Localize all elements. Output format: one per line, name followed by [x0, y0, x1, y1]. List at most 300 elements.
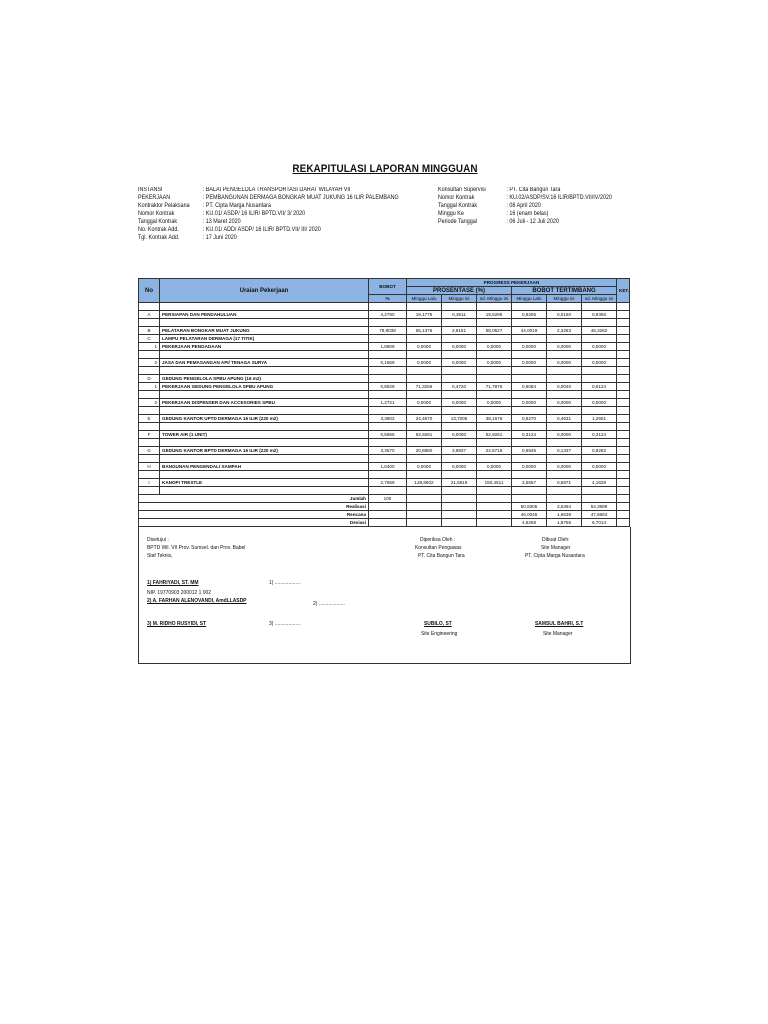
spacer-row — [139, 455, 630, 463]
row-value: 0,0000 — [442, 399, 477, 407]
spacer-cell — [582, 471, 617, 479]
table-row — [139, 447, 630, 455]
summary-bobot: 100 — [369, 495, 407, 503]
info-value: : BALAI PENGELOLA TRANSPORTASI DARAT WILAYAH VII — [202, 187, 351, 193]
spacer-cell — [582, 487, 617, 495]
row-value: 1,2901 — [582, 415, 617, 423]
checked-signer-name: SUBILO, ST — [424, 621, 452, 627]
row-no: 1 — [139, 343, 160, 351]
summary-bobot — [369, 519, 407, 527]
spacer-cell — [160, 439, 369, 447]
summary-label: Realisasi — [139, 503, 369, 511]
row-value: 0,0000 — [547, 463, 582, 471]
row-ket — [617, 415, 630, 423]
row-value: 0,0000 — [477, 399, 512, 407]
approved-line: BPTD Wil. VII Prov. Sumsel. dan Prov. Babel — [147, 545, 246, 551]
spacer-cell — [442, 391, 477, 399]
summary-value — [547, 495, 582, 503]
summary-empty — [442, 495, 477, 503]
row-ket — [617, 431, 630, 439]
spacer-cell — [512, 319, 547, 327]
summary-empty — [442, 503, 477, 511]
info-key: Nomor Kontrak — [438, 195, 475, 201]
table-row — [139, 359, 630, 367]
spacer-row — [139, 487, 630, 495]
spacer-cell — [139, 367, 160, 375]
sub-header: Minggu ini — [547, 295, 582, 303]
approved-line: Disetujui : — [147, 537, 169, 543]
summary-empty — [407, 495, 442, 503]
spacer-cell — [512, 367, 547, 375]
row-value: 0,0000 — [512, 359, 547, 367]
row-value: 0,1669 — [369, 359, 407, 367]
sub-header: sd. Minggu ini — [582, 295, 617, 303]
table-row — [139, 479, 630, 487]
info-key: Nomor Kontrak — [138, 211, 175, 217]
summary-row — [139, 495, 630, 503]
row-ket — [617, 463, 630, 471]
spacer-cell — [512, 303, 547, 311]
spacer-cell — [407, 367, 442, 375]
row-value: 52,9261 — [407, 431, 442, 439]
spacer-cell — [369, 487, 407, 495]
spacer-cell — [477, 487, 512, 495]
col-bobot-header: BOBOT — [369, 279, 407, 295]
spacer-cell — [139, 319, 160, 327]
spacer-cell — [477, 319, 512, 327]
row-value: 0,0000 — [547, 399, 582, 407]
row-value — [442, 335, 477, 343]
spacer-row — [139, 319, 630, 327]
spacer-cell — [407, 319, 442, 327]
row-value: 0,0000 — [477, 343, 512, 351]
checked-line: PT. Cita Bangun Tara — [418, 553, 465, 559]
summary-empty — [477, 503, 512, 511]
row-no: A — [139, 311, 160, 319]
row-value — [547, 375, 582, 383]
row-value: 71,7976 — [477, 383, 512, 391]
summary-value: 54,3699 — [582, 503, 617, 511]
bobot-tertimbang-header: BOBOT TERTIMBANG — [512, 287, 617, 295]
row-value: 128,8602 — [407, 479, 442, 487]
row-value: 0,8270 — [512, 415, 547, 423]
checked-line: Konsultan Pengawas — [415, 545, 462, 551]
prosentase-header: PROSENTASE (%) — [407, 287, 512, 295]
summary-value — [582, 495, 617, 503]
summary-empty — [477, 519, 512, 527]
table-row — [139, 335, 630, 343]
info-key: No. Kontrak Add. — [138, 227, 179, 233]
summary-empty — [442, 511, 477, 519]
row-value: 0,8529 — [369, 383, 407, 391]
spacer-cell — [407, 407, 442, 415]
spacer-cell — [512, 407, 547, 415]
row-description: GEDUNG KANTOR UPTD DERMAGA 16 ILIR (220 m2) — [160, 415, 369, 423]
row-value: 0,4631 — [547, 415, 582, 423]
row-ket — [617, 327, 630, 335]
spacer-cell — [369, 391, 407, 399]
row-value: 0,8206 — [512, 311, 547, 319]
table-row — [139, 431, 630, 439]
row-value: 13,7005 — [442, 415, 477, 423]
spacer-cell — [617, 423, 630, 431]
row-value — [582, 375, 617, 383]
summary-value: 4,8258 — [512, 519, 547, 527]
summary-empty — [477, 511, 512, 519]
row-value: 24,4670 — [407, 415, 442, 423]
info-value: : 08 April 2020 — [506, 203, 541, 209]
info-row — [438, 202, 541, 210]
row-no: G — [139, 447, 160, 455]
row-ket — [617, 447, 630, 455]
summary-bobot — [369, 503, 407, 511]
summary-value: 1,8756 — [547, 519, 582, 527]
made-signer-role: Site Manager — [543, 631, 573, 637]
row-description: LAMPU PELATARAN DERMAGA (17 TITIK) — [160, 335, 369, 343]
row-value: 0,8282 — [582, 447, 617, 455]
spacer-cell — [442, 303, 477, 311]
made-line: Site Manager — [541, 545, 571, 551]
row-ket — [617, 335, 630, 343]
spacer-cell — [139, 423, 160, 431]
spacer-cell — [139, 303, 160, 311]
info-value: : PT. Cipta Marga Nusantara — [202, 203, 271, 209]
info-row — [138, 194, 399, 202]
row-value: 4,2790 — [369, 311, 407, 319]
row-value: 0,0000 — [407, 463, 442, 471]
spacer-cell — [407, 439, 442, 447]
spacer-row — [139, 439, 630, 447]
col-no-header: No — [139, 279, 160, 303]
signer-name-3: 3) M. RIDHO RUSYIDI, ST — [147, 621, 207, 627]
row-value: 3,5657 — [512, 479, 547, 487]
row-value — [547, 335, 582, 343]
row-value: 1,6400 — [369, 463, 407, 471]
info-row — [138, 226, 321, 234]
spacer-cell — [442, 487, 477, 495]
info-value: : PT. Cita Bangun Tara — [506, 187, 561, 193]
signer-name-2: 2) A. FARHAN ALENOVANDI, AmdLLASDP — [147, 598, 247, 604]
spacer-cell — [582, 351, 617, 359]
row-value: 0,0000 — [442, 431, 477, 439]
spacer-cell — [617, 455, 630, 463]
signer-nip-1: NIP. 19770903 200012 1 002 — [147, 590, 212, 596]
spacer-row — [139, 407, 630, 415]
row-ket — [617, 399, 630, 407]
spacer-cell — [160, 423, 369, 431]
info-value: : 13 Maret 2020 — [202, 219, 241, 225]
row-value — [582, 335, 617, 343]
row-value: 0,0000 — [407, 343, 442, 351]
spacer-cell — [477, 455, 512, 463]
summary-bobot — [369, 511, 407, 519]
row-value: 0,0000 — [512, 463, 547, 471]
spacer-cell — [512, 423, 547, 431]
spacer-cell — [512, 471, 547, 479]
row-value: 150,4511 — [477, 479, 512, 487]
row-value: 0,1337 — [547, 447, 582, 455]
row-no: H — [139, 463, 160, 471]
summary-value: 50,8305 — [512, 503, 547, 511]
info-left — [138, 186, 399, 242]
summary-value: 46,0046 — [512, 511, 547, 519]
spacer-cell — [477, 407, 512, 415]
spacer-cell — [139, 351, 160, 359]
info-key: Minggu Ke — [438, 211, 464, 217]
row-description: PEKERJAAN DISPENSER DAN ACCESORIES SPBU — [160, 399, 369, 407]
summary-ket — [617, 519, 630, 527]
row-value: 0,0000 — [512, 399, 547, 407]
row-value: 0,3511 — [442, 311, 477, 319]
row-value: 0,5971 — [547, 479, 582, 487]
row-value: 38,1676 — [477, 415, 512, 423]
row-value: 19,1775 — [407, 311, 442, 319]
row-ket — [617, 383, 630, 391]
info-key: INSTANSI — [138, 187, 163, 193]
table-row — [139, 463, 630, 471]
row-value: 0,3124 — [512, 431, 547, 439]
row-no: E — [139, 415, 160, 423]
summary-empty — [442, 519, 477, 527]
row-description: PELATARAN BONGKAR MUAT JUKUNG — [160, 327, 369, 335]
row-value: 2,3263 — [547, 327, 582, 335]
spacer-cell — [407, 455, 442, 463]
spacer-cell — [442, 319, 477, 327]
spacer-cell — [369, 455, 407, 463]
spacer-cell — [547, 319, 582, 327]
summary-ket — [617, 495, 630, 503]
spacer-cell — [442, 367, 477, 375]
spacer-cell — [139, 487, 160, 495]
row-description: GEDUNG KANTOR BPTD DERMAGA 16 ILIR (220 m2) — [160, 447, 369, 455]
row-value: 24,6718 — [477, 447, 512, 455]
info-row — [438, 210, 549, 218]
spacer-cell — [369, 351, 407, 359]
info-row — [138, 186, 351, 194]
spacer-cell — [442, 407, 477, 415]
spacer-cell — [547, 367, 582, 375]
row-value — [512, 375, 547, 383]
row-value: 0,0000 — [407, 359, 442, 367]
info-row — [438, 218, 559, 226]
row-value: 4,1628 — [582, 479, 617, 487]
row-value: 0,0000 — [582, 359, 617, 367]
summary-value — [512, 495, 547, 503]
info-row — [138, 218, 241, 226]
spacer-row — [139, 471, 630, 479]
sub-header: sd. Minggu ini — [477, 295, 512, 303]
row-value: 0,0000 — [547, 343, 582, 351]
spacer-cell — [477, 391, 512, 399]
spacer-cell — [582, 439, 617, 447]
spacer-cell — [547, 487, 582, 495]
spacer-cell — [582, 455, 617, 463]
row-value: 52,9261 — [477, 431, 512, 439]
spacer-cell — [407, 351, 442, 359]
spacer-cell — [442, 351, 477, 359]
table-row — [139, 311, 630, 319]
report-title: REKAPITULASI LAPORAN MINGGUAN — [292, 163, 478, 175]
row-description: BANGUNAN PENGENDALI SAMPAH — [160, 463, 369, 471]
info-row — [438, 186, 561, 194]
row-description: PERSIAPAN DAN PENDAHULUAN — [160, 311, 369, 319]
spacer-cell — [369, 423, 407, 431]
row-value: 2,9151 — [442, 327, 477, 335]
spacer-cell — [407, 423, 442, 431]
spacer-cell — [617, 351, 630, 359]
table-row — [139, 375, 630, 383]
row-value: 0,0000 — [547, 359, 582, 367]
row-value: 3,9837 — [442, 447, 477, 455]
spacer-cell — [582, 303, 617, 311]
signature-line-1: 1) ................... — [269, 580, 301, 586]
row-ket — [617, 375, 630, 383]
row-value: 2,7669 — [369, 479, 407, 487]
spacer-cell — [512, 487, 547, 495]
row-no: F — [139, 431, 160, 439]
spacer-cell — [582, 407, 617, 415]
summary-value: 47,6684 — [582, 511, 617, 519]
spacer-cell — [139, 407, 160, 415]
spacer-cell — [582, 367, 617, 375]
spacer-cell — [547, 423, 582, 431]
spacer-cell — [512, 455, 547, 463]
spacer-cell — [477, 303, 512, 311]
approved-line: Staf Teknis, — [147, 553, 173, 559]
info-key: Periode Tanggal — [438, 219, 477, 225]
summary-value: 1,6638 — [547, 511, 582, 519]
spacer-cell — [477, 367, 512, 375]
spacer-cell — [407, 391, 442, 399]
row-description: JASA DAN PEMASANGAN API/ TENAGA SURYA — [160, 359, 369, 367]
row-description: KANOPI TRESTLE — [160, 479, 369, 487]
row-no: 2 — [139, 359, 160, 367]
spacer-cell — [617, 487, 630, 495]
progress-header: PROGRESS PEKERJAAN — [407, 279, 617, 287]
spacer-cell — [407, 487, 442, 495]
info-key: Tanggal Kontrak — [138, 219, 178, 225]
spacer-cell — [442, 471, 477, 479]
spacer-row — [139, 351, 630, 359]
row-value: 44,0019 — [512, 327, 547, 335]
signature-line-2: 2) ................... — [313, 601, 345, 607]
spacer-cell — [160, 471, 369, 479]
spacer-cell — [369, 439, 407, 447]
row-value — [407, 335, 442, 343]
summary-empty — [407, 503, 442, 511]
row-no: 2 — [139, 399, 160, 407]
spacer-cell — [477, 471, 512, 479]
info-value: : KU.01/ ADD/ ASDP/ 16 ILIR/ BPTD.VII/ III/ 2020 — [202, 227, 321, 233]
summary-row — [139, 503, 630, 511]
row-no: B — [139, 327, 160, 335]
spacer-cell — [160, 391, 369, 399]
spacer-cell — [369, 319, 407, 327]
spacer-cell — [369, 471, 407, 479]
row-no: C — [139, 335, 160, 343]
summary-ket — [617, 503, 630, 511]
row-value: 21,5819 — [442, 479, 477, 487]
summary-value: 3,5394 — [547, 503, 582, 511]
spacer-row — [139, 367, 630, 375]
spacer-cell — [617, 391, 630, 399]
summary-empty — [477, 495, 512, 503]
spacer-cell — [477, 423, 512, 431]
spacer-cell — [582, 423, 617, 431]
info-row — [138, 234, 237, 242]
row-description: PEKERJAAN GEDUNG PENGELOLA SPBU APUNG — [160, 383, 369, 391]
spacer-cell — [547, 439, 582, 447]
spacer-cell — [547, 303, 582, 311]
info-key: Kontraktor Pelaksana — [138, 203, 190, 209]
row-value: 3,3802 — [369, 415, 407, 423]
summary-label: Deviasi — [139, 519, 369, 527]
row-value: 71,3256 — [407, 383, 442, 391]
spacer-cell — [160, 319, 369, 327]
checked-line: Diperiksa Oleh : — [420, 537, 456, 543]
row-value — [477, 335, 512, 343]
bobot-unit: % — [369, 295, 407, 303]
info-value: : PEMBANGUNAN DERMAGA BONGKAR MUAT JUKUNG 16 ILIR PALEMBANG — [202, 195, 399, 201]
row-value: 0,0000 — [477, 463, 512, 471]
row-value: 19,5286 — [477, 311, 512, 319]
table-row — [139, 415, 630, 423]
signature-line-3: 3) ................... — [269, 621, 301, 627]
row-value: 0,0150 — [547, 311, 582, 319]
spacer-cell — [139, 455, 160, 463]
spacer-cell — [547, 407, 582, 415]
row-ket — [617, 311, 630, 319]
row-value: 3,3570 — [369, 447, 407, 455]
row-value: 0,6084 — [512, 383, 547, 391]
made-line: Dibuat Oleh: — [542, 537, 570, 543]
row-value: 0,3124 — [582, 431, 617, 439]
row-value: 0,6124 — [582, 383, 617, 391]
row-ket — [617, 359, 630, 367]
made-signer-name: SAMSUL BAHRI, S.T — [535, 621, 584, 627]
spacer-row — [139, 391, 630, 399]
row-value: 0,0000 — [547, 431, 582, 439]
summary-row — [139, 511, 630, 519]
col-uraian-header: Uraian Pekerjaan — [160, 279, 369, 303]
spacer-cell — [369, 407, 407, 415]
spacer-row — [139, 423, 630, 431]
info-key: Tgl. Kontrak Add. — [138, 235, 180, 241]
row-value: 0,8356 — [582, 311, 617, 319]
row-value — [407, 375, 442, 383]
row-value: 46,3282 — [582, 327, 617, 335]
row-value: 0,0000 — [477, 359, 512, 367]
spacer-cell — [160, 487, 369, 495]
signature-section — [138, 527, 631, 664]
row-value: 1,2721 — [369, 399, 407, 407]
spacer-cell — [139, 471, 160, 479]
info-key: Konsultan Supervisi — [438, 187, 486, 193]
row-value: 0,0000 — [442, 343, 477, 351]
table-row — [139, 383, 630, 391]
row-value: 55,1376 — [407, 327, 442, 335]
row-description: PEKERJAAN PENGADAAN — [160, 343, 369, 351]
row-value: 0,0000 — [582, 343, 617, 351]
row-value: 1,8809 — [369, 343, 407, 351]
spacer-cell — [547, 351, 582, 359]
row-value — [369, 335, 407, 343]
row-description: TOWER AIR (1 UNIT) — [160, 431, 369, 439]
row-value — [369, 375, 407, 383]
spacer-cell — [617, 407, 630, 415]
spacer-cell — [512, 351, 547, 359]
spacer-cell — [547, 391, 582, 399]
